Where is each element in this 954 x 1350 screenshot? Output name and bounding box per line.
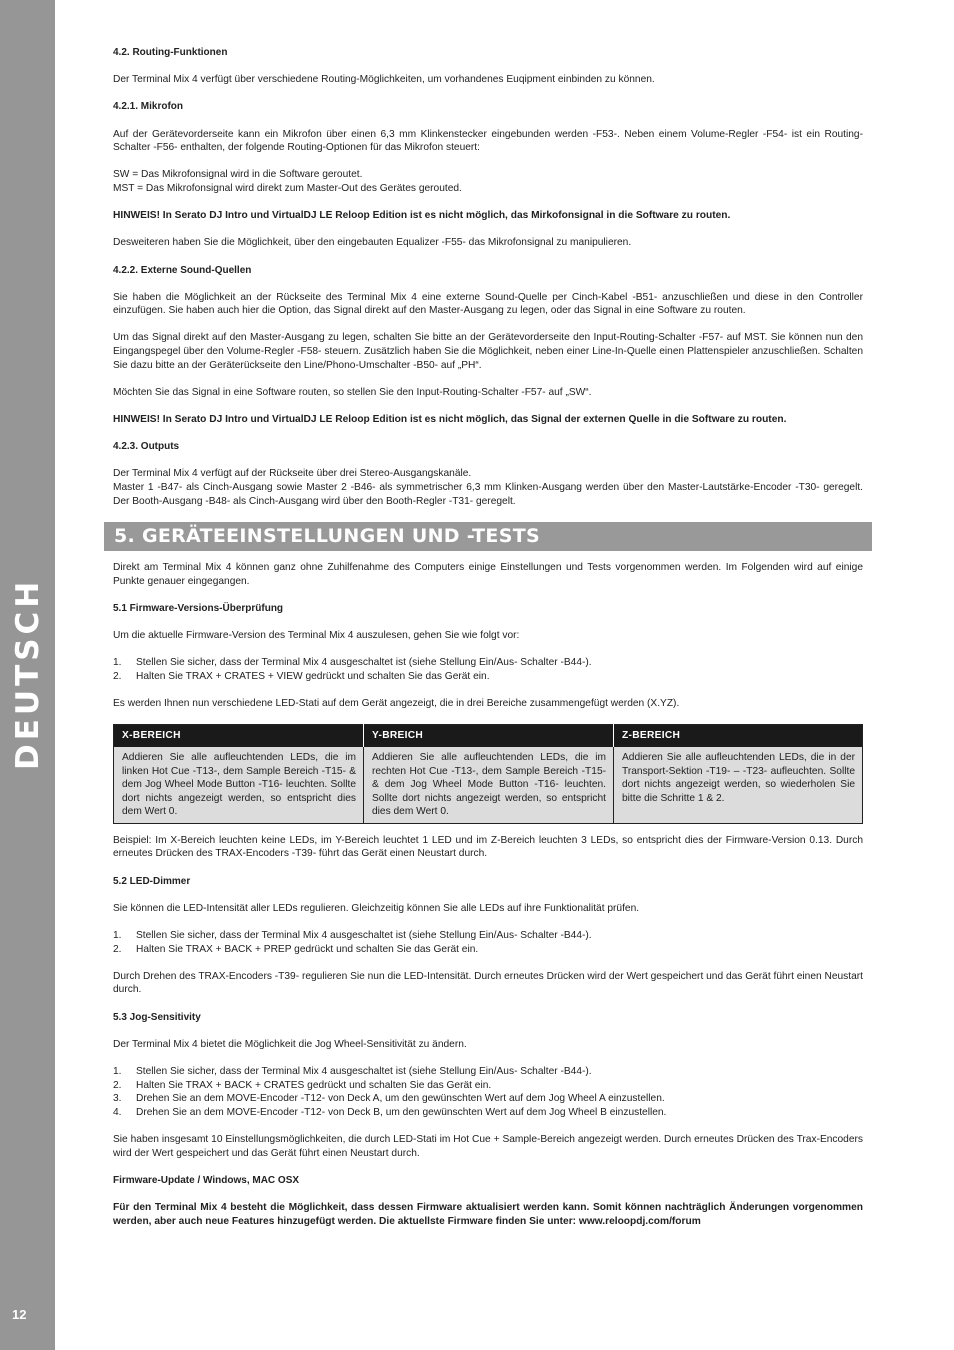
paragraph: Beispiel: Im X-Bereich leuchten keine LEDs, im Y-Bereich leuchtet 1 LED und im Z-Bereich leuchten 3 LEDs, so entspricht dies der Firmware-Version 0.13. Durch erneutes Drücken des TRAX-Encoders -T39- führt das Gerät einen Neustart durch. [113,834,863,860]
heading-routing: 4.2. Routing-Funktionen [113,47,228,58]
paragraph: Sie können die LED-Intensität aller LEDs regulieren. Gleichzeitig können Sie alle LEDs auf ihre Funktionalität prüfen. [113,902,640,914]
list-item: 1. Stellen Sie sicher, dass der Terminal Mix 4 ausgeschaltet ist (siehe Stellung Ein/Aus- Schalter -B44-). [113,1065,592,1077]
language-sidebar [0,0,55,1350]
paragraph: SW = Das Mikrofonsignal wird in die Software geroutet. [113,169,363,181]
led-table [113,724,863,824]
list-item: 1. Stellen Sie sicher, dass der Terminal Mix 4 ausgeschaltet ist (siehe Stellung Ein/Aus- Schalter -B44-). [113,930,592,942]
steps-list [113,656,863,683]
heading-jog-sensitivity: 5.3 Jog-Sensitivity [113,1011,201,1023]
paragraph: Sie haben die Möglichkeit an der Rückseite des Terminal Mix 4 eine externe Sound-Quelle per Cinch-Kabel -B51- anzuschließen und diese in den Controller einzufügen. Sie haben auch hier die Option, das Signal direkt auf den Master-Ausgang zu legen, oder das Signal in eine Software zu routen. [113,291,863,317]
list-item: 1. Stellen Sie sicher, dass der Terminal Mix 4 ausgeschaltet ist (siehe Stellung Ein/Aus- Schalter -B44-). [113,657,592,669]
paragraph: Möchten Sie das Signal in eine Software routen, so stellen Sie den Input-Routing-Schalter -F57- auf „SW“. [113,386,592,398]
paragraph: Durch Drehen des TRAX-Encoders -T39- regulieren Sie nun die LED-Intensität. Durch erneutes Drücken wird der Wert gespeichert und das Gerät führt einen Neustart durch. [113,970,863,996]
paragraph: Für den Terminal Mix 4 besteht die Möglichkeit, dass dessen Firmware aktualisiert werden kann. Somit können nachträglich Änderungen vorgenommen werden, aber auch neue Features hinzugefügt werden. Die aktuellste Firmware finden Sie unter: www.reloopdj.com/forum [113,1201,863,1227]
list-item: 2. Halten Sie TRAX + BACK + PREP gedrückt und schalten Sie das Gerät ein. [113,943,479,955]
list-item: 4. Drehen Sie an dem MOVE-Encoder -T12- von Deck B, um den gewünschten Wert auf dem Jog Wheel B einzustellen. [113,1106,667,1118]
paragraph: Der Terminal Mix 4 verfügt auf der Rückseite über drei Stereo-Ausgangskanäle. [113,468,472,480]
paragraph: Der Terminal Mix 4 bietet die Möglichkeit die Jog Wheel-Sensitivität zu ändern. [113,1038,467,1050]
note: HINWEIS! In Serato DJ Intro und VirtualDJ LE Reloop Edition ist es nicht möglich, das Signal der externen Quelle in die Software zu routen. [113,414,787,426]
paragraph: Um das Signal direkt auf den Master-Ausgang zu legen, schalten Sie bitte an der Gerätevorderseite den Input-Routing-Schalter -F57- auf MST. Sie können nun den Eingangspegel über den Volume-Regler -F58- steuern. Zusätzlich haben Sie die Möglichkeit, neben einer Line-In-Quelle einen Plattenspieler anzuschließen. Schalten Sie dazu bitte an der Geräterückseite den Line/Phono-Umschalter -B50- auf „PH“. [113,332,863,371]
list-item: 2. Halten Sie TRAX + CRATES + VIEW gedrückt und schalten Sie das Gerät ein. [113,670,490,682]
list-item: 3. Drehen Sie an dem MOVE-Encoder -T12- von Deck A, um den gewünschten Wert auf dem Jog Wheel A einzustellen. [113,1093,665,1105]
table-header: X-BEREICH [114,725,364,747]
paragraph: Sie haben insgesamt 10 Einstellungsmöglichkeiten, die durch LED-Stati im Hot Cue + Sample-Bereich angezeigt werden. Durch erneutes Drücken des Trax-Encoders wird der Wert gespeichert und das Gerät führt einen Neustart durch. [113,1133,863,1159]
table-header: Y-BREICH [364,725,614,747]
paragraph: MST = Das Mikrofonsignal wird direkt zum Master-Out des Gerätes gerouted. [113,182,462,194]
table-cell: Addieren Sie alle aufleuchtenden LEDs, die im rechten Hot Cue -T13-, dem Sample Bereich -T15- & dem Jog Wheel Mode Button -T16- leuchten. Sollte dort nichts angezeigt werden, so entspricht dies dem Wert 0. [364,747,614,823]
paragraph: Der Terminal Mix 4 verfügt über verschiedene Routing-Möglichkeiten, um vorhandenes Euqipment einbinden zu können. [113,74,655,86]
paragraph: Direkt am Terminal Mix 4 können ganz ohne Zuhilfenahme des Computers einige Einstellungen und Tests vorgenommen werden. Im Folgenden wird auf einige Punkte genauer eingegangen. [113,562,863,587]
paragraph: Auf der Gerätevorderseite kann ein Mikrofon über einen 6,3 mm Klinkenstecker eingebunden werden -F53-. Neben einem Volume-Regler -F54- ist ein Routing-Schalter -F56- enthalten, der folgende Routing-Optionen für das Mikrofon steuert: [113,128,863,154]
steps-list [113,929,863,956]
table-cell: Addieren Sie alle aufleuchtenden LEDs, die im linken Hot Cue -T13-, dem Sample Bereich -T15- & dem Jog Wheel Mode Button -T16- leuchten. Sollte dort nichts angezeigt werden, so entspricht dies dem Wert 0. [114,747,364,823]
language-label: DEUTSCH [10,577,46,770]
steps-list [113,1065,863,1119]
heading-mikrofon: 4.2.1. Mikrofon [113,101,184,113]
table-cell: Addieren Sie alle aufleuchtenden LEDs, die in der Transport-Sektion -T19- – -T23- aufleuchten. Sollte dort nichts angezeigt werden, so wiederholen Sie bitte die Schritte 1 & 2. [614,747,863,823]
heading-firmware-version: 5.1 Firmware-Versions-Überprüfung [113,602,284,614]
table-header-row [114,725,863,747]
note: HINWEIS! In Serato DJ Intro und VirtualDJ LE Reloop Edition ist es nicht möglich, das Mirkofonsignal in die Software zu routen. [113,210,731,222]
page-content [113,46,863,1242]
paragraph: Master 1 -B47- als Cinch-Ausgang sowie Master 2 -B46- als symmetrischer 6,3 mm Klinken-Ausgang werden über den Master-Lautstärke-Encoder -T30- geregelt. Der Booth-Ausgang -B48- als Cinch-Ausgang wird über den Booth-Regler -T31- geregelt. [113,482,863,507]
paragraph: Desweiteren haben Sie die Möglichkeit, über den eingebauten Equalizer -F55- das Mikrofonsignal zu manipulieren. [113,237,632,249]
heading-externe-quellen: 4.2.2. Externe Sound-Quellen [113,264,252,276]
paragraph: Um die aktuelle Firmware-Version des Terminal Mix 4 auszulesen, gehen Sie wie folgt vor: [113,630,520,642]
list-item: 2. Halten Sie TRAX + BACK + CRATES gedrückt und schalten Sie das Gerät ein. [113,1079,492,1091]
page-number: 12 [12,1307,27,1322]
table-row [114,747,863,823]
heading-firmware-update: Firmware-Update / Windows, MAC OSX [113,1174,300,1186]
table-header: Z-BEREICH [614,725,863,747]
heading-led-dimmer: 5.2 LED-Dimmer [113,875,191,887]
paragraph: Es werden Ihnen nun verschiedene LED-Stati auf dem Gerät angezeigt, die in drei Bereiche zusammengefügt werden (X.YZ). [113,698,680,710]
heading-outputs: 4.2.3. Outputs [113,441,180,453]
section-title: 5. GERÄTEEINSTELLUNGEN UND -TESTS [104,522,872,551]
